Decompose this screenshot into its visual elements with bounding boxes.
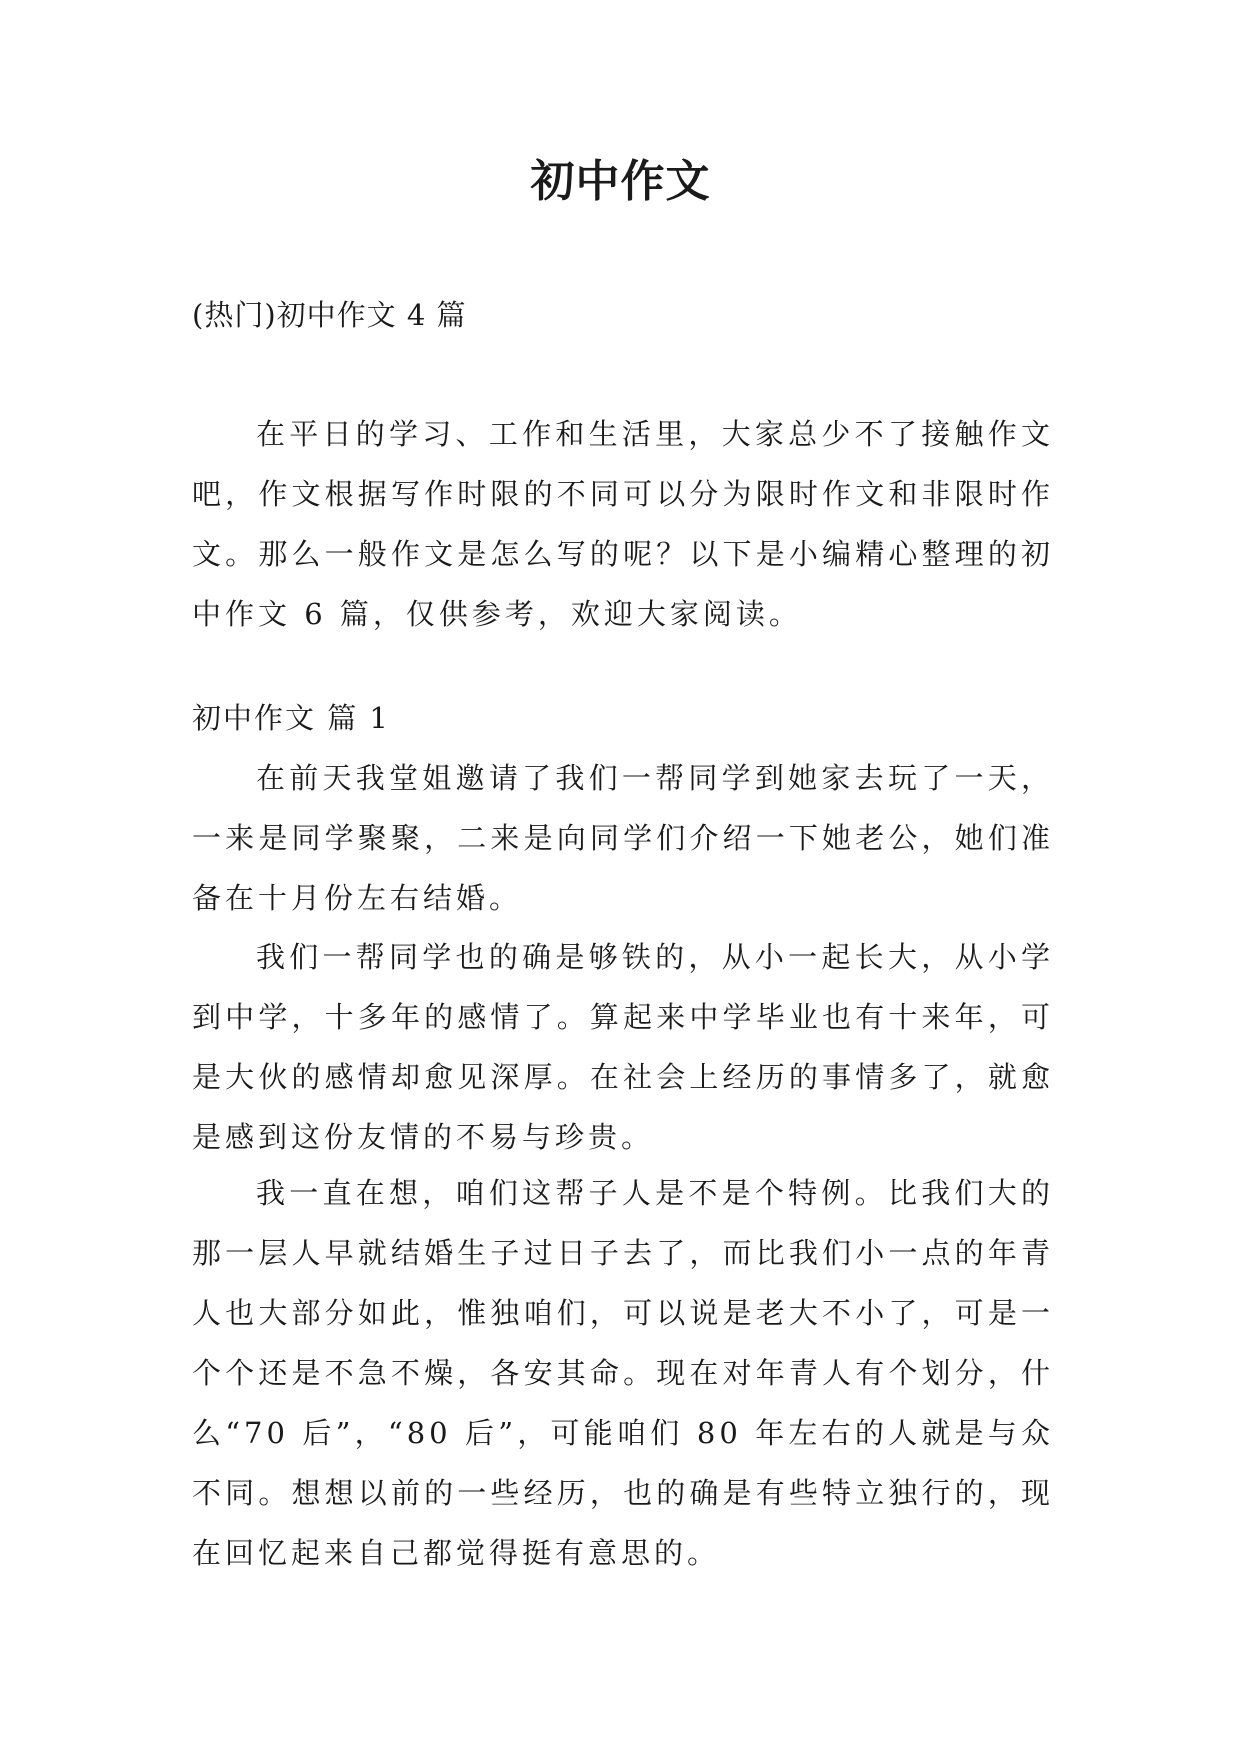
intro-paragraph: 在平日的学习、工作和生活里，大家总少不了接触作文吧，作文根据写作时限的不同可以分为限时作文和非限时作文。那么一般作文是怎么写的呢？以下是小编精心整理的初中作文 6 篇，仅供参考，欢迎大家阅读。: [192, 417, 1054, 631]
body-paragraph-1: 在前天我堂姐邀请了我们一帮同学到她家去玩了一天，一来是同学聚聚，二来是向同学们介绍一下她老公，她们准备在十月份左右结婚。: [192, 761, 1054, 915]
document-subtitle: (热门)初中作文 4 篇: [192, 298, 467, 332]
document-title: 初中作文: [530, 156, 711, 207]
body-paragraph-2: 我们一帮同学也的确是够铁的，从小一起长大，从小学到中学，十多年的感情了。算起来中学毕业也有十来年，可是大伙的感情却愈见深厚。在社会上经历的事情多了，就愈是感到这份友情的不易与珍贵。: [192, 940, 1054, 1154]
section-heading: 初中作文 篇 1: [192, 701, 390, 735]
body-paragraph-3: 我一直在想，咱们这帮子人是不是个特例。比我们大的那一层人早就结婚生子过日子去了，而比我们小一点的年青人也大部分如此，惟独咱们，可以说是老大不小了，可是一个个还是不急不燥，各安其命。现在对年青人有个划分，什么“70 后”，“80 后”，可能咱们 80 年左右的人就是与众不同。想想以前的一些经历，也的确是有些特立独行的，现在回忆起来自己都觉得挺有意思的。: [192, 1176, 1054, 1570]
